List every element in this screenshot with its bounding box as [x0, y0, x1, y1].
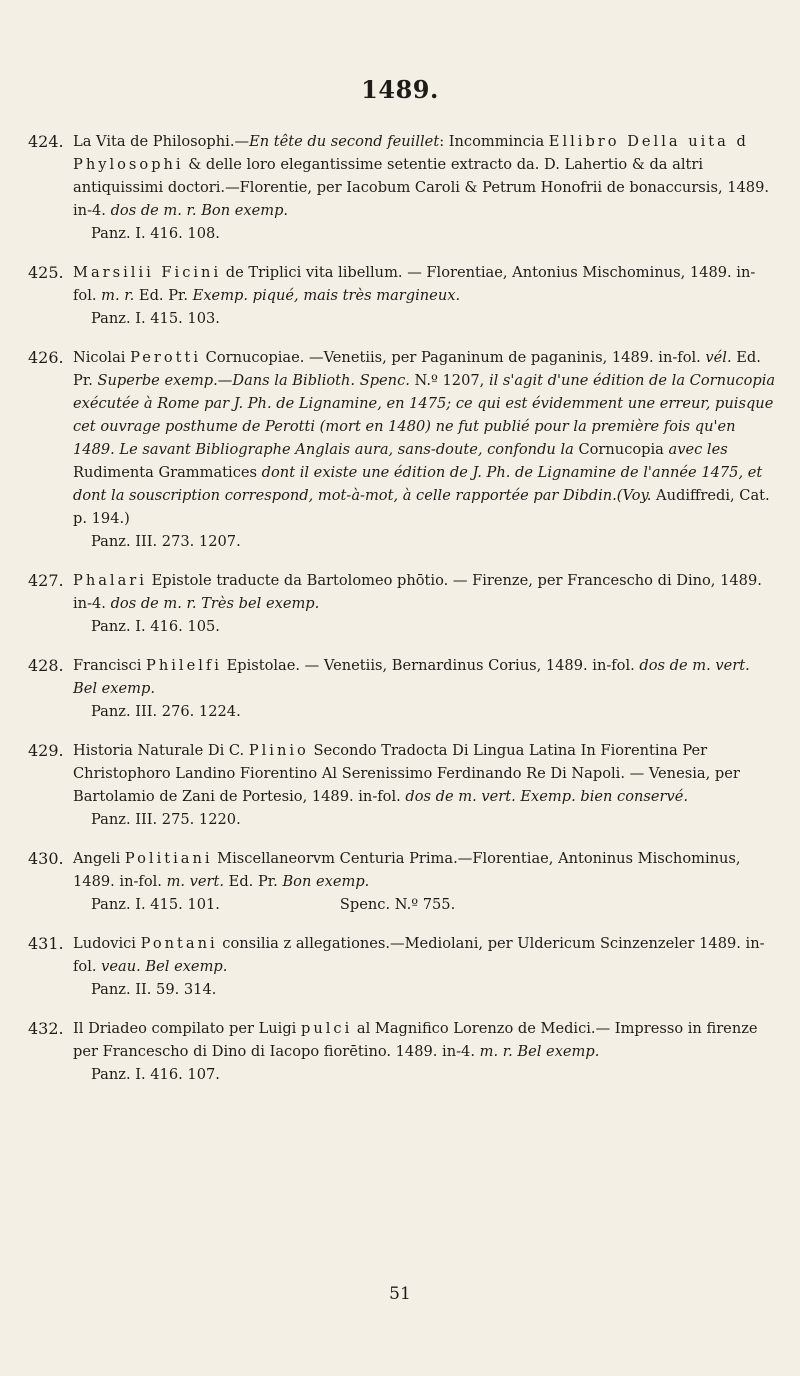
entry-text: Epistole traducte da Bartolomeo phōtio. — Firenze, per Francescho di Dino, 1489. in-4.	[73, 572, 762, 612]
entry-number: 426.	[28, 348, 64, 367]
entry-text: Cornucopia	[573, 441, 669, 458]
entry-number: 427.	[28, 571, 64, 590]
entry-author: Marsilii Ficini	[73, 264, 222, 281]
entry-text: Rudimenta Grammatices	[73, 464, 262, 481]
catalogue-entry-428	[28, 654, 778, 723]
page-number: 51	[389, 1284, 411, 1304]
entry-text: : Incommincia	[439, 133, 549, 150]
entry-note: dont il existe une édition de J. Ph. de Lignamine de l'année 1475, et dont la souscription correspond, mot-à-mot, à celle rapportée par Dibdin.(Voy.	[73, 464, 763, 504]
entry-text: Audiffredi, Cat. p. 194.)	[73, 487, 770, 527]
entry-text: Secondo Tradocta Di Lingua Latina In Fiorentina Per Christophoro Landino Fiorentino Al Serenissimo Ferdinando Re Di Napoli. — Venesia, per Bartolamio de Zani de Portesio, 1489. in-fol.	[73, 742, 740, 805]
entry-binding: m. vert.	[166, 873, 225, 890]
entry-number: 425.	[28, 263, 64, 282]
entry-text: Nicolai	[73, 349, 131, 366]
entry-condition: Exemp. piqué, mais très margineux.	[192, 287, 461, 304]
entry-text: Ed. Pr.	[134, 287, 193, 304]
year-heading: 1489.	[361, 75, 439, 104]
entry-condition: dos de m. vert. Bel exemp.	[73, 657, 750, 697]
entry-author: Plinio	[248, 742, 309, 759]
catalogue-entry-425	[28, 261, 778, 330]
entry-italic: En tête du second feuillet	[249, 133, 440, 150]
panzer-reference: Panz. II. 59. 314.	[91, 981, 217, 998]
entry-number: 428.	[28, 656, 64, 675]
entry-condition: m. r. Bel exemp.	[479, 1043, 600, 1060]
entry-binding: m. r.	[101, 287, 135, 304]
entry-author: Politiani	[124, 850, 213, 867]
catalogue-entry-430	[28, 847, 778, 916]
catalogue-entry-424	[28, 130, 778, 245]
entry-text: al Magnifico Lorenzo de Medici.— Impresso in firenze per Francescho di Dino di Iacopo fiorētino. 1489. in-4.	[73, 1020, 758, 1060]
entry-text: N.º 1207,	[409, 372, 489, 389]
entry-author: Perotti	[130, 349, 202, 366]
entry-text: & delle loro elegantissime setentie extracto da. D. Lahertio & da altri antiquissimi doctori.—Florentie, per Iacobum Caroli & Petrum Honofrii de bonaccursis, 1489. in-4.	[73, 156, 770, 219]
panzer-reference: Panz. I. 415. 103.	[91, 310, 220, 327]
panzer-reference: Panz. I. 416. 108.	[91, 225, 220, 242]
spencer-reference: Spenc. N.º 755.	[339, 896, 456, 913]
entry-text: Ludovici	[73, 935, 141, 952]
panzer-reference	[73, 893, 778, 916]
catalogue-entry-427	[28, 569, 778, 638]
entry-author: pulci	[301, 1020, 353, 1037]
entry-number: 430.	[28, 849, 64, 868]
entry-number: 431.	[28, 934, 64, 953]
entry-binding: vél.	[705, 349, 732, 366]
entry-author: Phalari	[73, 572, 147, 589]
entry-text: Epistolae. — Venetiis, Bernardinus Corius, 1489. in-fol.	[221, 657, 640, 674]
catalogue-entry-426	[28, 346, 778, 553]
entry-text: Il Driadeo compilato per Luigi	[73, 1020, 301, 1037]
entry-text: consilia z allegationes.—Mediolani, per Uldericum Scinzenzeler 1489. in-fol.	[73, 935, 765, 975]
catalogue-entry-431	[28, 932, 778, 1001]
entry-text: Francisci	[73, 657, 147, 674]
entry-text: Ed. Pr.	[73, 349, 761, 389]
entry-text: La Vita de Philosophi.—	[73, 133, 250, 150]
entry-number: 429.	[28, 741, 64, 760]
entry-text: Cornucopiae. —Venetiis, per Paganinum de paganinis, 1489. in-fol.	[201, 349, 706, 366]
panzer-ref-text: Panz. I. 415. 101.	[91, 896, 220, 913]
entry-text: Ed. Pr.	[224, 873, 283, 890]
entry-number: 432.	[28, 1019, 64, 1038]
entry-condition: dos de m. r. Bon exemp.	[110, 202, 289, 219]
entry-spaced-title: Ellibro Della uita d Phylosophi	[73, 133, 749, 173]
entry-text: Miscellaneorvm Centuria Prima.—Florentiae, Antoninus Mischominus, 1489. in-fol.	[73, 850, 741, 890]
entry-text: Angeli	[73, 850, 125, 867]
entry-condition: dos de m. r. Très bel exemp.	[110, 595, 320, 612]
entry-note: il s'agit d'une édition de la Cornucopia exécutée à Rome par J. Ph. de Lignamine, en 1475; ce qui est évidemment une erreur, puisque cet ouvrage posthume de Perotti (mort en 1480) ne fut publié pour la première fois qu'en 1489. Le savant Bibliographe Anglais aura, sans-doute, confondu la	[73, 372, 776, 458]
entry-condition: Bon exemp.	[282, 873, 370, 890]
entry-author: Philelfi	[146, 657, 222, 674]
panzer-reference: Panz. III. 275. 1220.	[91, 811, 241, 828]
catalogue-entry-429	[28, 739, 778, 831]
entry-list	[28, 130, 778, 1102]
entry-text: Historia Naturale Di C.	[73, 742, 249, 759]
entry-author: Pontani	[140, 935, 218, 952]
entry-condition: dos de m. vert. Exemp. bien conservé.	[405, 788, 689, 805]
panzer-reference: Panz. III. 273. 1207.	[91, 533, 241, 550]
catalogue-entry-432	[28, 1017, 778, 1086]
entry-condition: veau. Bel exemp.	[101, 958, 228, 975]
panzer-reference: Panz. I. 416. 107.	[91, 1066, 220, 1083]
panzer-reference: Panz. III. 276. 1224.	[91, 703, 241, 720]
panzer-reference: Panz. I. 416. 105.	[91, 618, 220, 635]
entry-number: 424.	[28, 132, 64, 151]
entry-text: de Triplici vita libellum. — Florentiae, Antonius Mischominus, 1489. in-fol.	[73, 264, 756, 304]
entry-note: avec les	[668, 441, 728, 458]
entry-note: Superbe exemp.—Dans la Biblioth. Spenc.	[97, 372, 410, 389]
